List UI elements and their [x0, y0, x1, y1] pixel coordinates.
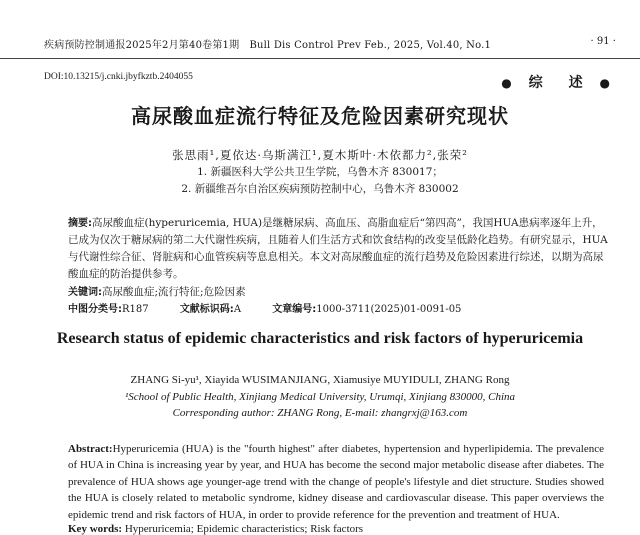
corresponding-author: Corresponding author: ZHANG Rong, E-mail: zhangrxj@163.com — [172, 407, 468, 419]
keywords-cn — [68, 283, 246, 299]
affiliation-2-cn: 2. 新疆维吾尔自治区疾病预防控制中心，乌鲁木齐 830002 — [181, 183, 459, 195]
bullet-icon: ● — [501, 76, 518, 90]
keywords-text-cn: 高尿酸血症;流行特征;危险因素 — [102, 286, 246, 298]
section-label — [501, 72, 616, 92]
running-header — [44, 36, 491, 51]
page-title-en: Research status of epidemic characteristics and risk factors of hyperuricemia — [56, 330, 584, 347]
keywords-text-en: Hyperuricemia; Epidemic characteristics; Risk factors — [124, 523, 364, 535]
clc-label: 中图分类号: — [68, 304, 122, 315]
bullet-icon: ● — [599, 76, 616, 90]
article-no-label: 文章编号: — [272, 304, 317, 315]
keywords-en — [68, 523, 363, 535]
abstract-text-en: Hyperuricemia (HUA) is the "fourth highest" after diabetes, hypertension and hyperlipidemia. The prevalence of HUA in China is increasing year by year, and HUA has become the second major metabolic disease after diabetes. The prevalence of HUA shows age younger-age trend with the change of people's lifestyle and diet structure. Studies showed the HUA is closely related to metabolic syndrome, kidney disease and cardiovascular disease. This paper overviews the epidemic trend and risk factors of HUA, in order to provide reference for the prevention and treatment of HUA. — [68, 443, 604, 521]
authors-cn: 张思雨¹,夏依达·乌斯满江¹,夏木斯叶·木依都力²,张荣² — [172, 148, 468, 162]
authors-en: ZHANG Si-yu¹, Xiayida WUSIMANJIANG, Xiamusiye MUYIDULI, ZHANG Rong — [130, 374, 510, 386]
keywords-label-cn: 关键词: — [68, 287, 102, 298]
abstract-label-en: Abstract: — [68, 443, 113, 455]
page-number: · 91 · — [590, 36, 616, 47]
abstract-cn — [68, 215, 608, 283]
affiliation-1-cn: 1. 新疆医科大学公共卫生学院，乌鲁木齐 830017； — [197, 166, 443, 178]
clc-value: R187 — [122, 304, 149, 315]
page-title-cn: 高尿酸血症流行特征及危险因素研究现状 — [131, 104, 509, 128]
affiliation-en: ¹School of Public Health, Xinjiang Medical University, Urumqi, Xinjiang 830000, China — [124, 391, 516, 403]
journal-info-en: Bull Dis Control Prev Feb., 2025, Vol.40, No.1 — [249, 40, 492, 51]
classification-line — [68, 300, 489, 315]
header-rule — [0, 58, 640, 59]
doc-code-value: A — [233, 304, 242, 315]
doi: DOI:10.13215/j.cnki.jbyfkztb.2404055 — [44, 72, 193, 82]
article-no-value: 1000-3711(2025)01-0091-05 — [316, 304, 462, 315]
doc-code-label: 文献标识码: — [179, 304, 234, 315]
abstract-text-cn: 高尿酸血症(hyperuricemia, HUA)是继糖尿病、高血压、高脂血症后“第四高”，我国HUA患病率逐年上升，已成为仅次于糖尿病的第二大代谢性疾病，且随着人们生活方式和饮食结构的改变呈低龄化趋势。有研究显示，HUA与代谢性综合征、肾脏病和心血管疾病等息息相关。本文对高尿酸血症的流行趋势及危险因素进行综述，以期为高尿酸血症的防治提供参考。 — [68, 217, 608, 280]
abstract-en — [68, 441, 604, 523]
abstract-label-cn: 摘要: — [68, 218, 92, 229]
section-text: 综 述 — [528, 75, 589, 91]
keywords-label-en: Key words: — [68, 523, 123, 535]
journal-info-cn: 疾病预防控制通报2025年2月第40卷第1期 — [44, 40, 240, 51]
